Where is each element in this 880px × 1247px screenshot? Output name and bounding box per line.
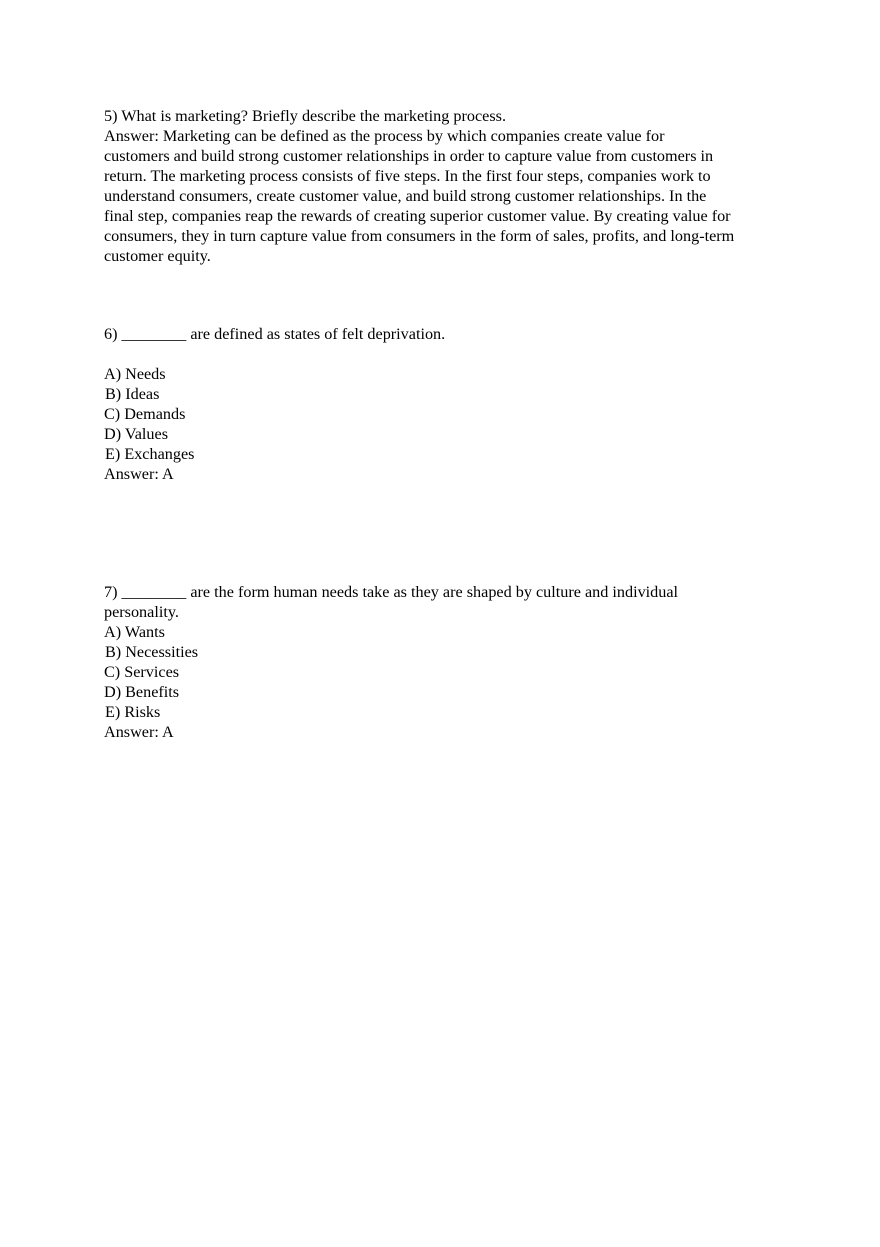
- question-6-option-d: D) Values: [104, 425, 168, 443]
- question-7-answer: Answer: A: [104, 723, 174, 741]
- question-5-answer-line: customer equity.: [104, 247, 211, 265]
- question-5-text: 5) What is marketing? Briefly describe the marketing process.: [104, 107, 507, 125]
- question-6-option-b: B) Ideas: [105, 385, 160, 403]
- question-6-option-e: E) Exchanges: [105, 445, 195, 463]
- question-7: [104, 582, 784, 742]
- question-7-option-e: E) Risks: [105, 703, 161, 721]
- question-6-options: [104, 364, 784, 484]
- question-7-option-c: C) Services: [104, 663, 180, 681]
- question-5-answer-line: customers and build strong customer relationships in order to capture value from customers in: [104, 147, 714, 165]
- question-5-answer-line: return. The marketing process consists of five steps. In the first four steps, companies work to: [104, 167, 711, 185]
- question-7-option-a: A) Wants: [104, 623, 165, 641]
- question-5-answer-line: understand consumers, create customer value, and build strong customer relationships. In the: [104, 187, 707, 205]
- question-7-text-line: personality.: [104, 603, 179, 621]
- question-6-option-a: A) Needs: [104, 365, 166, 383]
- question-6: [104, 324, 784, 344]
- question-5: [104, 106, 784, 266]
- question-5-answer-line: consumers, they in turn capture value from consumers in the form of sales, profits, and long-term: [104, 227, 735, 245]
- question-6-answer: Answer: A: [104, 465, 174, 483]
- question-5-answer-line: Answer: Marketing can be defined as the process by which companies create value for: [104, 127, 665, 145]
- question-7-text-line: 7) ________ are the form human needs take as they are shaped by culture and individual: [104, 583, 679, 601]
- question-5-answer-line: final step, companies reap the rewards of creating superior customer value. By creating value for: [104, 207, 731, 225]
- question-6-option-c: C) Demands: [104, 405, 186, 423]
- question-7-option-d: D) Benefits: [104, 683, 180, 701]
- question-6-text: 6) ________ are defined as states of felt deprivation.: [104, 325, 446, 343]
- question-7-option-b: B) Necessities: [105, 643, 199, 661]
